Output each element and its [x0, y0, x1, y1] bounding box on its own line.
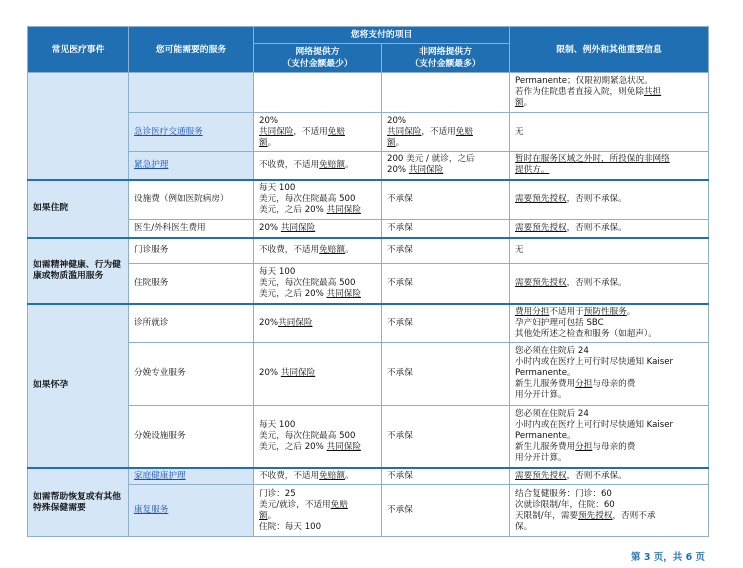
service-cell: 分娩专业服务 — [129, 342, 254, 405]
header-service: 您可能需要的服务 — [129, 27, 254, 73]
service-cell-empty — [129, 73, 254, 113]
limits-cell: 无 — [510, 113, 709, 152]
table-row — [28, 342, 709, 405]
out-network-cell: 不承保 — [382, 405, 510, 468]
header-out-network-sub: （支付金额最多） — [410, 59, 481, 69]
limits-cell: 暂时在服务区域之外时，所投保的非网络 提供方。 — [510, 152, 709, 180]
table-row — [28, 220, 709, 238]
in-network-cell: 20%共同保险 — [254, 304, 382, 343]
in-network-cell: 20% 共同保险，不适用免赔 额。 — [254, 113, 382, 152]
service-link-emergency-transport[interactable]: 急诊医疗交通服务 — [134, 126, 203, 137]
table-row — [28, 468, 709, 485]
out-network-cell: 不承保 — [382, 342, 510, 405]
in-network-cell: 每天 100 美元，每次住院最高 500 美元，之后 20% 共同保险 — [254, 405, 382, 468]
out-network-cell: 200 美元 / 就诊，之后 20% 共同保险 — [382, 152, 510, 180]
in-network-cell-empty — [254, 73, 382, 113]
table-row — [28, 152, 709, 180]
header-limits: 限制、例外和其他重要信息 — [510, 27, 709, 73]
coverage-table — [27, 26, 709, 537]
in-network-cell: 每天 100 美元，每次住院最高 500 美元，之后 20% 共同保险 — [254, 180, 382, 220]
limits-cell: 结合复健服务：门诊：60 次就诊限制/年，住院：60 天限制/年，需要预先授权，否则不承 保。 — [510, 485, 709, 537]
event-cell-pregnancy: 如果怀孕 — [28, 304, 129, 469]
table-row — [28, 485, 709, 537]
out-network-cell: 不承保 — [382, 264, 510, 304]
table-row — [28, 264, 709, 304]
out-network-cell: 不承保 — [382, 304, 510, 343]
event-cell-mental-health: 如需精神健康、行为健康或物质滥用服务 — [28, 238, 129, 304]
service-link-urgent-care[interactable]: 紧急护理 — [134, 159, 169, 170]
header-event: 常见医疗事件 — [28, 27, 129, 73]
out-network-cell: 20% 共同保险，不适用免赔 额。 — [382, 113, 510, 152]
in-network-cell: 20% 共同保险 — [254, 220, 382, 238]
service-cell: 医生/外科医生费用 — [129, 220, 254, 238]
header-what-you-pay: 您将支付的项目 — [254, 27, 510, 44]
service-cell — [129, 113, 254, 152]
in-network-cell: 每天 100 美元，每次住院最高 500 美元，之后 20% 共同保险 — [254, 264, 382, 304]
header-in-network — [254, 44, 382, 73]
out-network-cell: 不承保 — [382, 220, 510, 238]
service-cell: 分娩设施服务 — [129, 405, 254, 468]
service-link-rehab[interactable]: 康复服务 — [134, 505, 169, 515]
service-link-home-health[interactable]: 家庭健康护理 — [134, 471, 186, 481]
in-network-cell: 门诊：25 美元/就诊，不适用免赔 额。 住院：每天 100 — [254, 485, 382, 537]
out-network-cell: 不承保 — [382, 180, 510, 220]
in-network-cell: 不收费，不适用免赔额。 — [254, 468, 382, 485]
event-cell-recovery: 如需帮助恢复或有其他特殊保健需要 — [28, 468, 129, 537]
header-out-network — [382, 44, 510, 73]
out-network-cell-empty — [382, 73, 510, 113]
table-row — [28, 238, 709, 264]
service-cell: 诊所就诊 — [129, 304, 254, 343]
out-network-cell: 不承保 — [382, 485, 510, 537]
in-network-cell: 不收费，不适用免赔额。 — [254, 238, 382, 264]
in-network-cell: 不收费，不适用免赔额。 — [254, 152, 382, 180]
out-network-cell: 不承保 — [382, 468, 510, 485]
limits-cell: 无 — [510, 238, 709, 264]
event-cell-emergency-cont — [28, 73, 129, 180]
limits-cell: 费用分担不适用于预防性服务。 孕产妇护理可包括 SBC 其他处所述之检查和服务（如超声）。 — [510, 304, 709, 343]
table-row — [28, 180, 709, 220]
limits-cell: 需要预先授权，否则不承保。 — [510, 468, 709, 485]
table-row — [28, 113, 709, 152]
limits-cell: 您必须在住院后 24 小时内或在医疗上可行时尽快通知 Kaiser Permanente。 新生儿服务费用分担与母亲的费 用分开计算。 — [510, 342, 709, 405]
service-cell: 住院服务 — [129, 264, 254, 304]
table-row — [28, 304, 709, 343]
limits-cell: 需要预先授权，否则不承保。 — [510, 180, 709, 220]
limits-cell: 您必须在住院后 24 小时内或在医疗上可行时尽快通知 Kaiser Permanente。 新生儿服务费用分担与母亲的费 用分开计算。 — [510, 405, 709, 468]
out-network-cell: 不承保 — [382, 238, 510, 264]
event-cell-hospital-stay: 如果住院 — [28, 180, 129, 238]
limits-cell: 需要预先授权，否则不承保。 — [510, 220, 709, 238]
table-row — [28, 73, 709, 113]
service-cell: 门诊服务 — [129, 238, 254, 264]
service-cell — [129, 152, 254, 180]
header-in-network-sub: （支付金额最少） — [282, 59, 353, 69]
header-out-network-label: 非网络提供方 — [419, 47, 472, 57]
limits-cell: Permanente；仅限初期紧急状况。 若作为住院患者直接入院，则免除共担 额。 — [510, 73, 709, 113]
service-cell: 设施费（例如医院病房） — [129, 180, 254, 220]
service-cell — [129, 485, 254, 537]
header-in-network-label: 网络提供方 — [295, 47, 340, 57]
table-row — [28, 405, 709, 468]
in-network-cell: 20% 共同保险 — [254, 342, 382, 405]
page-number: 第 3 页，共 6 页 — [631, 552, 705, 563]
limits-cell: 需要预先授权，否则不承保。 — [510, 264, 709, 304]
service-cell — [129, 468, 254, 485]
